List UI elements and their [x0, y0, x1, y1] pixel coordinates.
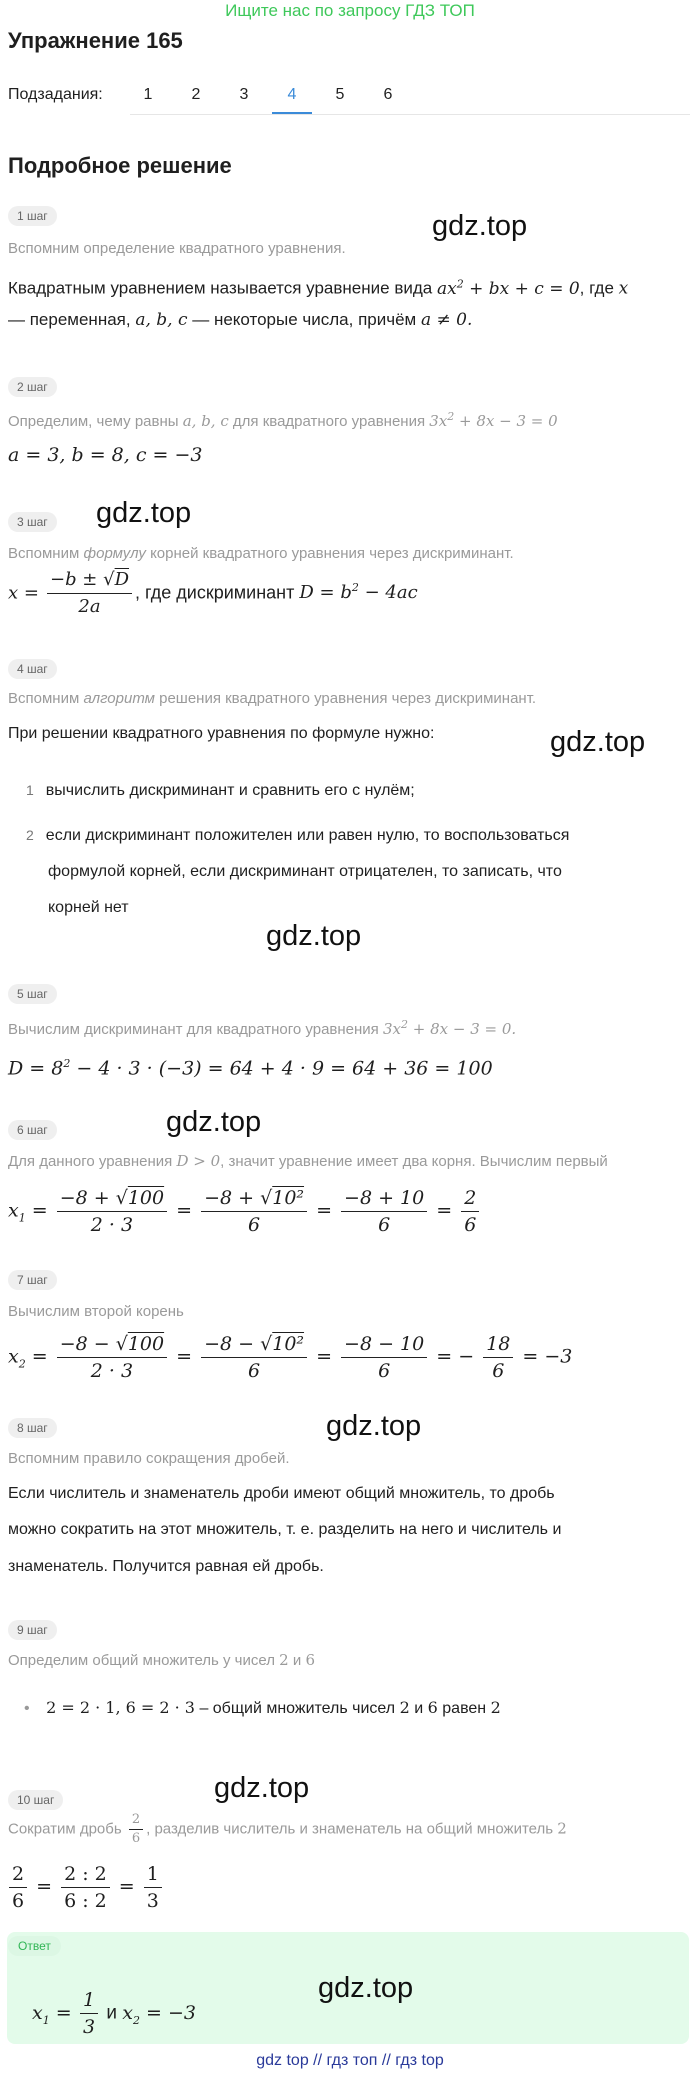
list-line: формулой корней, если дискриминант отрицателен, то записать, что	[48, 863, 562, 880]
step-9-hint-a: Определим общий множитель у чисел	[8, 1652, 275, 1669]
step-7-equation: $x_2$ = $\frac{-8 - √100}{2 \cdot 3}$ = $\frac{\text{−8 − √10²}}{6}$ = $\frac{-8 - 10}{6}$ = − $\frac{18}{6}$ = −3	[8, 1333, 573, 1382]
step-9-text: – общий множитель чисел	[199, 1700, 396, 1717]
step-4-text: При решении квадратного уравнения по формуле нужно:	[8, 725, 435, 742]
step-4-hint-b: решения квадратного уравнения через дискриминант.	[159, 690, 537, 707]
subtask-tab-5[interactable]: 5	[335, 86, 345, 103]
step-6-hint: Для данного уравнения D > 0, значит уравнение имеет два корня. Вычислим первый	[8, 1152, 608, 1170]
step-5-equation: $D = 8^2 - 4 \cdot 3 \cdot (-3) = 64 + 4 \cdot 9 = 64 + 36 = 100$	[8, 1057, 493, 1080]
step-6-hint-a: Для данного уравнения	[8, 1153, 173, 1170]
step-8-hint: Вспомним правило сокращения дробей.	[8, 1450, 290, 1467]
step-1-hint: Вспомним определение квадратного уравнения.	[8, 240, 346, 257]
step-4-hint-em: алгоритм	[83, 690, 155, 707]
step-10-hint: Сократим дробь $\frac{2}{6}$ , разделив числитель и знаменатель на общий множитель 2	[8, 1812, 567, 1846]
solution-title: Подробное решение	[8, 153, 232, 178]
step-4-badge: 4 шаг	[8, 659, 57, 679]
step-9-text-c: равен	[442, 1700, 487, 1717]
promo-banner[interactable]: Ищите нас по запросу ГДЗ ТОП	[225, 1, 475, 20]
step-1-text-c: — переменная,	[8, 310, 131, 329]
list-line: корней нет	[48, 899, 129, 916]
answer-text: $x_1$ = $\frac{1}{3}$ и $x_2 = -3$	[32, 1989, 196, 2038]
step-3-badge: 3 шаг	[8, 512, 57, 532]
step-2-hint-b: для квадратного уравнения	[232, 413, 426, 430]
page-title: Упражнение 165	[8, 28, 183, 53]
subtask-tab-4[interactable]: 4	[287, 86, 297, 103]
step-3-text: , где дискриминант	[135, 582, 295, 603]
list-line: если дискриминант положителен или равен нулю, то воспользоваться	[45, 827, 570, 844]
step-9-hint: Определим общий множитель у чисел 2 и 6	[8, 1651, 315, 1669]
subtask-tab-2[interactable]: 2	[191, 86, 201, 103]
step-9-text-b: и	[414, 1700, 424, 1717]
footer-link[interactable]: гдз top	[395, 2052, 444, 2069]
step-10-hint-a: Сократим дробь	[8, 1820, 122, 1838]
step-8-line: можно сократить на этот множитель, т. е. разделить на него и числитель и	[8, 1521, 562, 1538]
step-2-hint-a: Определим, чему равны	[8, 413, 179, 430]
watermark: gdz.top	[214, 1772, 310, 1804]
step-1-text-a: Квадратным уравнением называется уравнение вида	[8, 278, 433, 298]
step-9-badge: 9 шаг	[8, 1620, 57, 1640]
step-5-badge: 5 шаг	[8, 984, 57, 1004]
step-4-hint	[8, 690, 536, 707]
tabs-divider	[130, 114, 690, 115]
footer-link[interactable]: gdz top	[256, 2052, 309, 2069]
bullet-dot-icon: •	[24, 1700, 30, 1717]
step-9-hint-b: и	[292, 1652, 302, 1669]
step-3-formula: x = $\frac{-b \pm √D}{2a}$ , где дискриминант $D = b^2 - 4ac$	[8, 569, 418, 617]
footer-separator: //	[381, 2052, 391, 2069]
footer-links	[0, 2052, 700, 2070]
watermark: gdz.top	[266, 920, 362, 952]
watermark: gdz.top	[96, 497, 192, 529]
step-1-text: Квадратным уравнением называется уравнение вида $ax^2$ + bx + c = 0, где x	[8, 277, 629, 299]
step-1-text-d: — некоторые числа, причём	[192, 310, 417, 329]
step-6-equation: $x_1$ = $\frac{-8 + √100}{2 \cdot 3}$ = $\frac{\text{−8 + √10²}}{6}$ = $\frac{-8 + 10}{6}$ = $\frac{2}{6}$	[8, 1186, 482, 1237]
step-6-hint-b: , значит уравнение имеет два корня. Вычислим первый	[220, 1153, 608, 1170]
step-5-hint: Вычислим дискриминант для квадратного уравнения $3x^2 + 8x - 3 = 0$.	[8, 1018, 517, 1038]
footer-link[interactable]: гдз топ	[326, 2052, 378, 2069]
step-1-text-2: — переменная, a, b, c — некоторые числа, причём a ≠ 0.	[8, 310, 473, 330]
watermark: gdz.top	[326, 1410, 422, 1442]
step-2-hint: Определим, чему равны a, b, c для квадратного уравнения $3x^2 + 8x - 3 = 0$	[8, 410, 558, 430]
subtask-tab-1[interactable]: 1	[143, 86, 153, 103]
list-line: вычислить дискриминант и сравнить его с нулём;	[45, 782, 415, 799]
step-3-hint-b: корней квадратного уравнения через дискриминант.	[150, 545, 514, 562]
step-10-equation: $\frac{2}{6}$ = $\frac{2 : 2}{6 : 2}$ = $\frac{1}{3}$	[6, 1862, 165, 1913]
step-7-hint: Вычислим второй корень	[8, 1303, 184, 1320]
watermark: gdz.top	[166, 1106, 262, 1138]
subtasks-label: Подзадания:	[8, 86, 103, 103]
step-4-list-item	[26, 823, 569, 848]
step-3-hint-a: Вспомним	[8, 545, 80, 562]
step-2-equation: a = 3, b = 8, c = −3	[8, 444, 203, 466]
watermark: gdz.top	[550, 726, 646, 758]
step-10-hint-b: , разделив числитель и знаменатель на общий множитель	[146, 1820, 554, 1838]
step-4-hint-a: Вспомним	[8, 690, 80, 707]
step-6-badge: 6 шаг	[8, 1120, 57, 1140]
step-4-list-item	[26, 778, 415, 803]
watermark: gdz.top	[432, 210, 528, 242]
step-8-line: знаменатель. Получится равная ей дробь.	[8, 1558, 324, 1575]
step-3-hint-em: формулу	[83, 545, 146, 562]
list-number: 1	[26, 782, 34, 798]
step-1-badge: 1 шаг	[8, 206, 57, 226]
step-8-line: Если числитель и знаменатель дроби имеют общий множитель, то дробь	[8, 1485, 555, 1502]
step-8-badge: 8 шаг	[8, 1418, 57, 1438]
answer-badge: Ответ	[8, 1936, 61, 1956]
answer-and: и	[106, 2002, 117, 2024]
list-number: 2	[26, 827, 34, 843]
subtask-tab-3[interactable]: 3	[239, 86, 249, 103]
subtask-tab-6[interactable]: 6	[383, 86, 393, 103]
step-1-text-b: , где	[579, 278, 614, 298]
step-9-bullet: • 2 = 2 · 1, 6 = 2 · 3 – общий множитель чисел 2 и 6 равен 2	[24, 1698, 501, 1717]
step-5-hint-a: Вычислим дискриминант для квадратного уравнения	[8, 1021, 379, 1038]
step-3-hint	[8, 545, 514, 562]
step-10-badge: 10 шаг	[8, 1790, 63, 1810]
step-2-badge: 2 шаг	[8, 377, 57, 397]
active-tab-indicator	[272, 112, 312, 114]
watermark: gdz.top	[318, 1972, 414, 2004]
step-7-badge: 7 шаг	[8, 1270, 57, 1290]
footer-separator: //	[313, 2052, 323, 2069]
